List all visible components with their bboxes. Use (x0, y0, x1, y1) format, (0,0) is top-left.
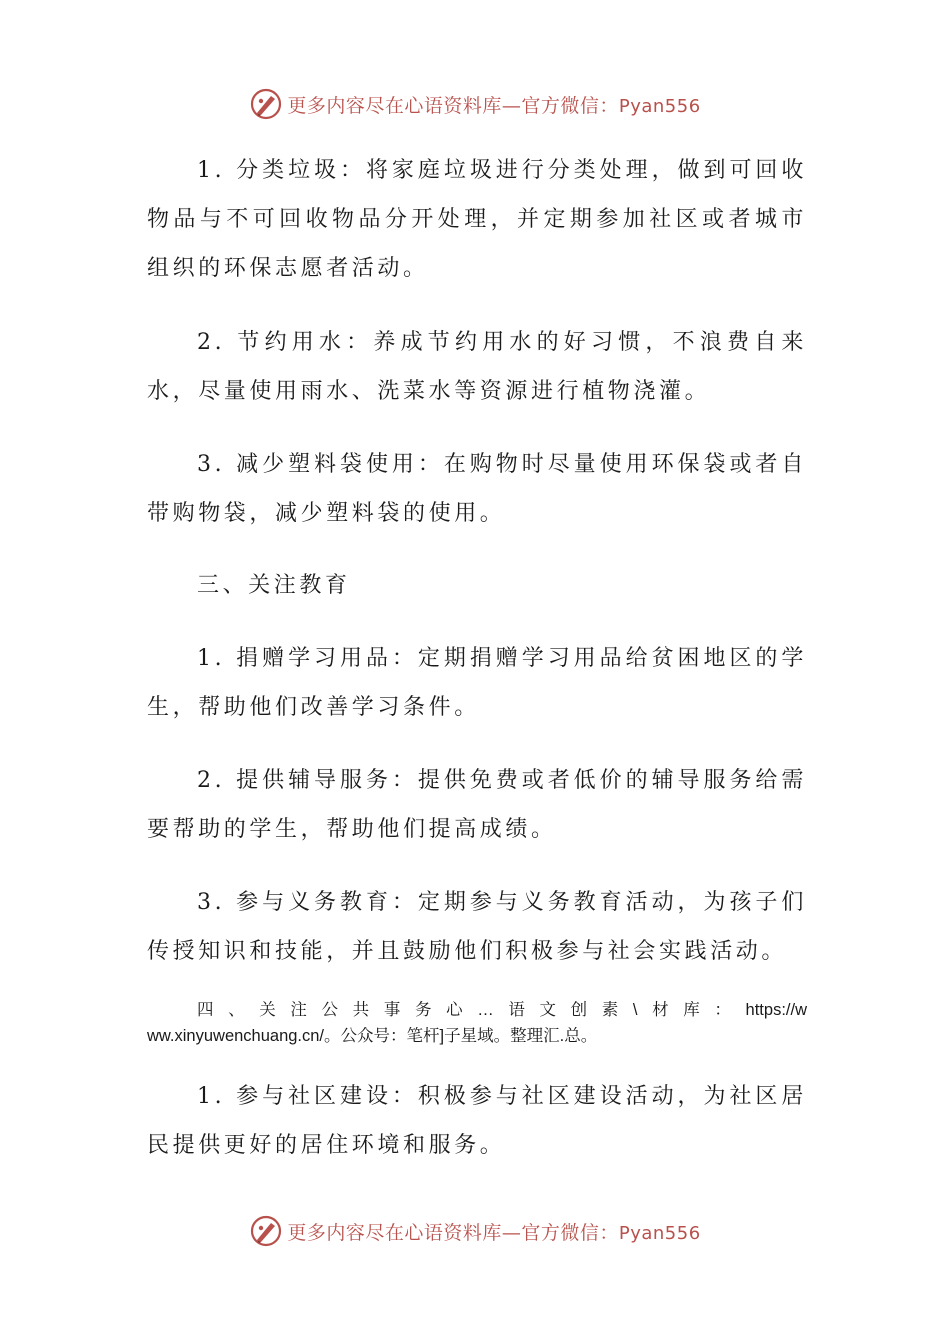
source-url-text: https://www.xinyuwenchuang.cn/ (147, 1001, 807, 1045)
paragraph-donate-supplies: 1. 捐赠学习用品：定期捐赠学习用品给贫困地区的学生，帮助他们改善学习条件。 (147, 646, 807, 720)
paragraph-community-building: 1. 参与社区建设：积极参与社区建设活动，为社区居民提供更好的居住环境和服务。 (147, 1084, 807, 1158)
banner-text: 更多内容尽在心语资料库—官方微信：Pyan556 (287, 1221, 701, 1244)
paragraph-save-water: 2. 节约用水：养成节约用水的好习惯，不浪费自来水，尽量使用雨水、洗菜水等资源进行植物浇灌。 (147, 330, 807, 404)
section-heading-education: 三、关注教育 (197, 573, 351, 598)
header-banner (0, 84, 950, 124)
source-tail-text: 。公众号：笔杆]子星域。整理汇.总。 (324, 1027, 598, 1045)
paragraph-compulsory-education: 3. 参与义务教育：定期参与义务教育活动，为孩子们传授知识和技能，并且鼓励他们积极参与社会实践活动。 (147, 890, 807, 964)
banner-text: 更多内容尽在心语资料库—官方微信：Pyan556 (287, 94, 701, 117)
paragraph-reduce-plastic: 3. 减少塑料袋使用：在购物时尽量使用环保袋或者自带购物袋，减少塑料袋的使用。 (147, 452, 807, 526)
pen-logo-icon (249, 1214, 283, 1248)
paragraph-waste-sorting: 1. 分类垃圾：将家庭垃圾进行分类处理，做到可回收物品与不可回收物品分开处理，并定期参加社区或者城市组织的环保志愿者活动。 (147, 158, 807, 281)
section-heading-public-affairs (147, 997, 807, 1049)
paragraph-tutoring: 2. 提供辅导服务：提供免费或者低价的辅导服务给需要帮助的学生，帮助他们提高成绩。 (147, 768, 807, 842)
public-affairs-heading-text: 四、关注公共事务心…语文创素\材库： (197, 1001, 746, 1019)
footer-banner (0, 1211, 950, 1251)
pen-logo-icon (249, 87, 283, 121)
